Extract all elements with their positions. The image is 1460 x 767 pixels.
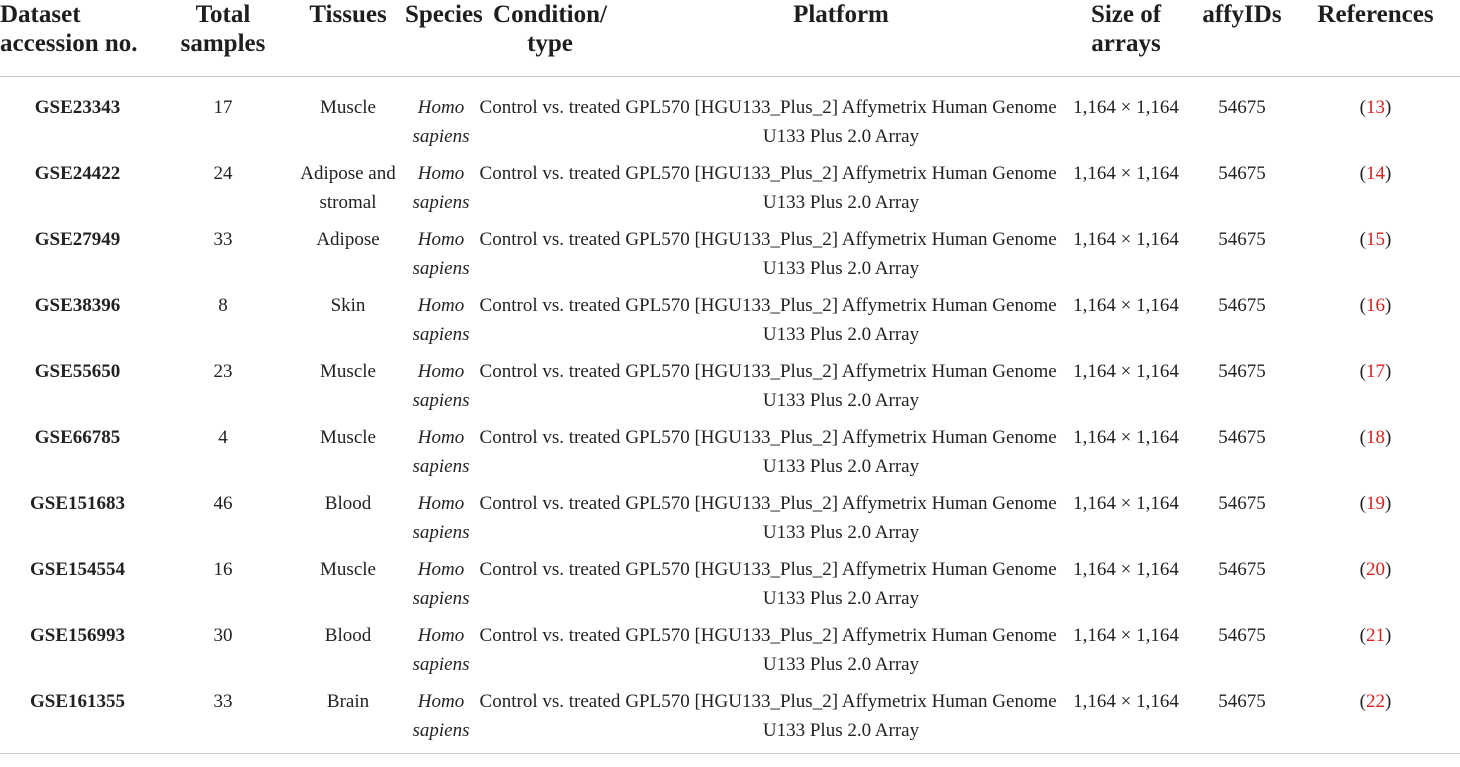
reference-open-paren: ( <box>1359 228 1366 250</box>
cell-reference <box>1291 357 1460 423</box>
cell-platform: GPL570 [HGU133_Plus_2] Affymetrix Human Genome U133 Plus 2.0 Array <box>625 360 1057 411</box>
cell-affyids: 54675 <box>1218 426 1266 448</box>
cell-total-samples: 16 <box>213 558 233 580</box>
cell-affyids: 54675 <box>1218 294 1266 316</box>
cell-dataset-accession: GSE156993 <box>29 624 126 646</box>
reference-link[interactable]: 16 <box>1366 294 1385 316</box>
cell-affyids: 54675 <box>1218 360 1266 382</box>
cell-platform: GPL570 [HGU133_Plus_2] Affymetrix Human Genome U133 Plus 2.0 Array <box>625 294 1057 345</box>
table-row <box>0 489 1460 555</box>
cell-condition: Control vs. treated <box>479 492 621 514</box>
table-row <box>0 291 1460 357</box>
cell-array-size: 1,164 × 1,164 <box>1073 624 1179 646</box>
header-references: References <box>1291 0 1460 77</box>
cell-tissue: Adipose and stromal <box>300 162 396 213</box>
cell-reference <box>1291 489 1460 555</box>
cell-condition: Control vs. treated <box>479 162 621 184</box>
cell-tissue: Muscle <box>320 360 376 382</box>
cell-species: Homo sapiens <box>412 162 470 213</box>
cell-affyids: 54675 <box>1218 162 1266 184</box>
reference-close-paren: ) <box>1385 492 1392 514</box>
cell-total-samples: 23 <box>213 360 233 382</box>
cell-reference <box>1291 621 1460 687</box>
reference-close-paren: ) <box>1385 426 1392 448</box>
cell-total-samples: 33 <box>213 228 233 250</box>
header-tissues: Tissues <box>291 0 405 77</box>
header-row <box>0 0 1460 77</box>
cell-species: Homo sapiens <box>412 360 470 411</box>
reference-close-paren: ) <box>1385 294 1392 316</box>
reference-link[interactable]: 15 <box>1366 228 1385 250</box>
cell-tissue: Muscle <box>320 426 376 448</box>
reference-open-paren: ( <box>1359 162 1366 184</box>
cell-condition: Control vs. treated <box>477 687 623 754</box>
cell-tissue: Blood <box>324 624 372 646</box>
header-species: Species <box>405 0 477 77</box>
header-condition-type: Condition/ type <box>477 0 623 77</box>
table-row <box>0 687 1460 754</box>
reference-open-paren: ( <box>1359 97 1366 118</box>
cell-affyids: 54675 <box>1218 624 1266 646</box>
reference-close-paren: ) <box>1385 360 1392 382</box>
reference-link[interactable]: 17 <box>1366 360 1385 382</box>
cell-array-size: 1,164 × 1,164 <box>1073 558 1179 580</box>
cell-reference <box>1291 225 1460 291</box>
cell-affyids: 54675 <box>1218 492 1266 514</box>
cell-reference <box>1291 687 1460 754</box>
cell-condition: Control vs. treated <box>479 426 621 448</box>
cell-condition: Control vs. treated <box>479 558 621 580</box>
cell-tissue: Brain <box>291 687 405 754</box>
cell-condition: Control vs. treated <box>479 228 621 250</box>
cell-array-size: 1,164 × 1,164 <box>1073 228 1179 250</box>
cell-array-size: 1,164 × 1,164 <box>1059 687 1193 754</box>
table-row <box>0 357 1460 423</box>
cell-condition: Control vs. treated <box>479 624 621 646</box>
cell-tissue: Adipose <box>316 228 380 250</box>
cell-array-size: 1,164 × 1,164 <box>1073 426 1179 448</box>
header-platform: Platform <box>623 0 1059 77</box>
cell-array-size: 1,164 × 1,164 <box>1073 492 1179 514</box>
header-affyids: affyIDs <box>1193 0 1291 77</box>
cell-dataset-accession: GSE55650 <box>34 360 121 382</box>
reference-link[interactable]: 18 <box>1366 426 1385 448</box>
reference-open-paren: ( <box>1359 624 1366 646</box>
cell-dataset-accession: GSE24422 <box>34 162 121 184</box>
cell-platform: GPL570 [HGU133_Plus_2] Affymetrix Human Genome U133 Plus 2.0 Array <box>625 426 1057 477</box>
header-total-samples: Total samples <box>155 0 291 77</box>
reference-link[interactable]: 20 <box>1366 558 1385 580</box>
cell-species: Homo sapiens <box>412 294 470 345</box>
cell-array-size: 1,164 × 1,164 <box>1073 294 1179 316</box>
reference-open-paren: ( <box>1359 690 1366 712</box>
table-row <box>0 225 1460 291</box>
table-row <box>0 621 1460 687</box>
cell-condition: Control vs. treated <box>479 360 621 382</box>
reference-link[interactable]: 21 <box>1366 624 1385 646</box>
cell-tissue: Muscle <box>320 97 376 118</box>
cell-condition: Control vs. treated <box>479 294 621 316</box>
cell-species: Homo sapiens <box>412 97 470 147</box>
cell-total-samples: 30 <box>213 624 233 646</box>
table-row <box>0 159 1460 225</box>
reference-close-paren: ) <box>1385 97 1392 118</box>
cell-platform: GPL570 [HGU133_Plus_2] Affymetrix Human Genome U133 Plus 2.0 Array <box>625 162 1057 213</box>
cell-array-size: 1,164 × 1,164 <box>1073 97 1179 118</box>
reference-open-paren: ( <box>1359 426 1366 448</box>
table-row <box>0 555 1460 621</box>
reference-link[interactable]: 13 <box>1366 97 1385 118</box>
cell-tissue: Blood <box>324 492 372 514</box>
reference-link[interactable]: 22 <box>1366 690 1385 712</box>
cell-affyids: 54675 <box>1218 228 1266 250</box>
cell-reference <box>1291 423 1460 489</box>
cell-reference <box>1291 159 1460 225</box>
cell-tissue: Muscle <box>320 558 376 580</box>
cell-condition: Control vs. treated <box>479 97 621 118</box>
cell-dataset-accession: GSE38396 <box>34 294 121 316</box>
header-size-of-arrays: Size of arrays <box>1059 0 1193 77</box>
table-row <box>0 77 1460 159</box>
reference-close-paren: ) <box>1385 690 1392 712</box>
reference-close-paren: ) <box>1385 624 1392 646</box>
header-dataset-accession: Dataset accession no. <box>0 0 155 77</box>
cell-affyids: 54675 <box>1218 97 1266 118</box>
cell-total-samples: 4 <box>218 426 228 448</box>
reference-open-paren: ( <box>1359 492 1366 514</box>
cell-dataset-accession: GSE154554 <box>29 558 126 580</box>
reference-close-paren: ) <box>1385 162 1392 184</box>
cell-species: Homo sapiens <box>405 687 477 754</box>
reference-open-paren: ( <box>1359 558 1366 580</box>
cell-array-size: 1,164 × 1,164 <box>1073 162 1179 184</box>
cell-tissue: Skin <box>330 294 366 316</box>
cell-platform: GPL570 [HGU133_Plus_2] Affymetrix Human Genome U133 Plus 2.0 Array <box>625 624 1057 675</box>
cell-total-samples: 46 <box>213 492 233 514</box>
cell-reference <box>1291 291 1460 357</box>
cell-affyids: 54675 <box>1193 687 1291 754</box>
cell-platform: GPL570 [HGU133_Plus_2] Affymetrix Human Genome U133 Plus 2.0 Array <box>623 687 1059 754</box>
cell-reference <box>1291 555 1460 621</box>
reference-close-paren: ) <box>1385 558 1392 580</box>
reference-open-paren: ( <box>1359 294 1366 316</box>
cell-platform: GPL570 [HGU133_Plus_2] Affymetrix Human Genome U133 Plus 2.0 Array <box>625 97 1057 147</box>
cell-array-size: 1,164 × 1,164 <box>1073 360 1179 382</box>
reference-close-paren: ) <box>1385 228 1392 250</box>
cell-species: Homo sapiens <box>412 228 470 279</box>
cell-species: Homo sapiens <box>412 558 470 609</box>
table-body <box>0 77 1460 754</box>
cell-dataset-accession: GSE27949 <box>34 228 121 250</box>
cell-dataset-accession: GSE66785 <box>34 426 121 448</box>
cell-platform: GPL570 [HGU133_Plus_2] Affymetrix Human Genome U133 Plus 2.0 Array <box>625 492 1057 543</box>
table-header <box>0 0 1460 77</box>
cell-platform: GPL570 [HGU133_Plus_2] Affymetrix Human Genome U133 Plus 2.0 Array <box>625 558 1057 609</box>
cell-total-samples: 8 <box>218 294 228 316</box>
cell-species: Homo sapiens <box>412 426 470 477</box>
reference-link[interactable]: 19 <box>1366 492 1385 514</box>
cell-total-samples: 24 <box>213 162 233 184</box>
cell-total-samples: 33 <box>155 687 291 754</box>
cell-dataset-accession: GSE23343 <box>34 97 121 118</box>
reference-open-paren: ( <box>1359 360 1366 382</box>
cell-total-samples: 17 <box>213 97 233 118</box>
cell-dataset-accession: GSE161355 <box>0 687 155 754</box>
cell-dataset-accession: GSE151683 <box>29 492 126 514</box>
cell-affyids: 54675 <box>1218 558 1266 580</box>
cell-species: Homo sapiens <box>412 624 470 675</box>
cell-species: Homo sapiens <box>412 492 470 543</box>
table-row <box>0 423 1460 489</box>
cell-reference <box>1291 77 1460 159</box>
reference-link[interactable]: 14 <box>1366 162 1385 184</box>
cell-platform: GPL570 [HGU133_Plus_2] Affymetrix Human Genome U133 Plus 2.0 Array <box>625 228 1057 279</box>
